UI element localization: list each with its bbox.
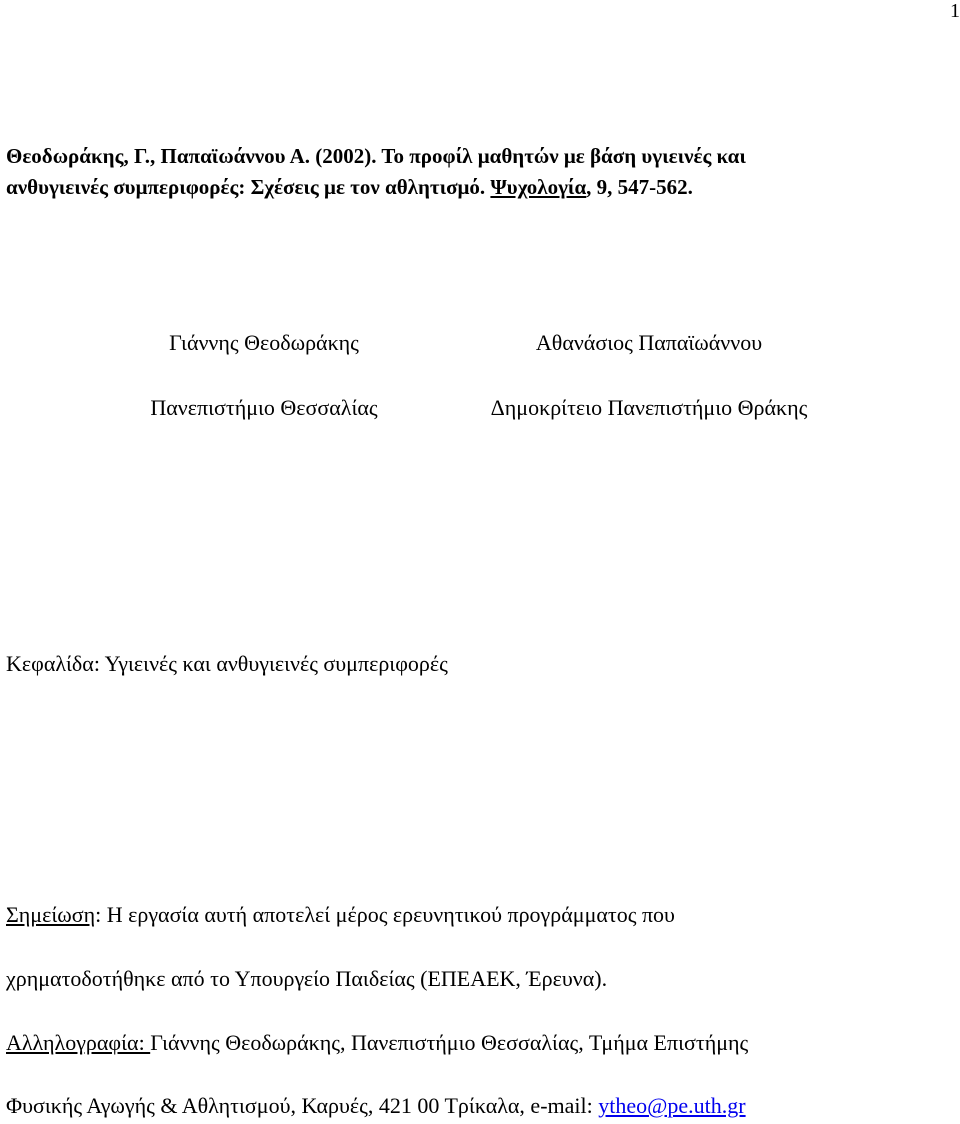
author-2-affiliation: Δημοκρίτειο Πανεπιστήμιο Θράκης xyxy=(490,395,808,420)
citation-line-2-start: ανθυγιεινές συμπεριφορές: Σχέσεις με τον αθλητισμό. xyxy=(6,175,491,199)
email-link[interactable]: ytheo@pe.uth.gr xyxy=(598,1093,746,1118)
citation-line-1: Θεοδωράκης, Γ., Παπαϊωάννου Α. (2002). Το προφίλ μαθητών με βάση υγιεινές και xyxy=(6,144,746,168)
note-line-1-text: : Η εργασία αυτή αποτελεί μέρος ερευνητικού προγράμματος που xyxy=(95,902,675,927)
running-head: Κεφαλίδα: Υγιεινές και ανθυγιεινές συμπεριφορές xyxy=(6,651,448,676)
correspondence-label: Αλληλογραφία: xyxy=(6,1030,151,1055)
correspondence-line-1 xyxy=(6,1028,748,1058)
author-2-name: Αθανάσιος Παπαϊωάννου xyxy=(535,330,763,355)
correspondence-line-2 xyxy=(6,1091,746,1121)
author-1-affiliation: Πανεπιστήμιο Θεσσαλίας xyxy=(150,395,378,420)
citation-journal: Ψυχολογία xyxy=(490,175,587,199)
note-label: Σημείωση xyxy=(6,902,96,927)
note-line-1 xyxy=(6,900,675,930)
citation-line-2-end: , 9, 547-562. xyxy=(586,175,693,199)
citation-line-2 xyxy=(6,172,693,203)
correspondence-line-2-text: Φυσικής Αγωγής & Αθλητισμού, Καρυές, 421 00 Τρίκαλα, e-mail: xyxy=(6,1093,599,1118)
author-1-name: Γιάννης Θεοδωράκης xyxy=(169,330,359,355)
note-line-2: χρηματοδοτήθηκε από το Υπουργείο Παιδείας (ΕΠΕΑΕΚ, Έρευνα). xyxy=(6,966,608,991)
correspondence-line-1-text: Γιάννης Θεοδωράκης, Πανεπιστήμιο Θεσσαλίας, Τμήμα Επιστήμης xyxy=(150,1030,749,1055)
page-number: 1 xyxy=(950,0,960,22)
